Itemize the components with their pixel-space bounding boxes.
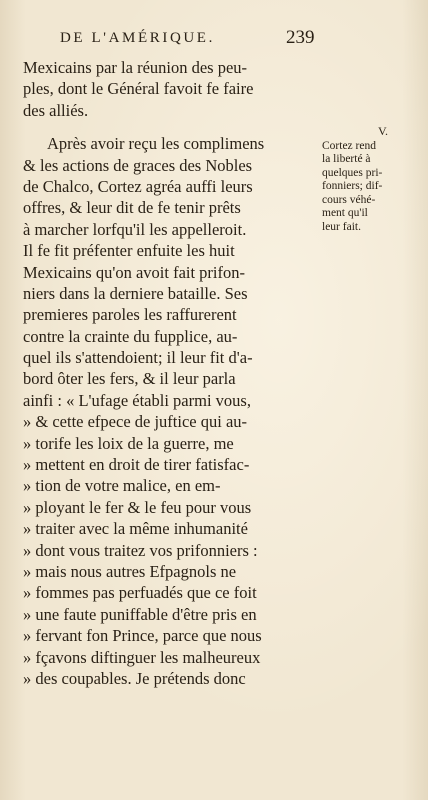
main-text xyxy=(23,57,335,689)
text-line: » ployant le fer & le feu pour vous xyxy=(23,497,252,517)
text-line: des alliés. xyxy=(23,100,89,120)
text-line: niers dans la derniere bataille. Ses xyxy=(23,283,248,303)
text-line: offres, & leur dit de fe tenir prêts xyxy=(23,198,241,218)
page-number: 239 xyxy=(286,27,315,48)
text-line: contre la crainte du fupplice, au- xyxy=(23,326,238,346)
margin-note-line: fonniers; dif- xyxy=(322,180,383,192)
text-line: ples, dont le Général favoit fe faire xyxy=(23,79,254,99)
text-line: de Chalco, Cortez agréa auffi leurs xyxy=(23,176,253,196)
text-line: » mais nous autres Efpagnols ne xyxy=(23,561,237,581)
text-line: » fommes pas perfuadés que ce foit xyxy=(23,583,257,603)
text-line: bord ôter les fers, & il leur parla xyxy=(23,369,236,389)
text-line: » traiter avec la même inhumanité xyxy=(23,519,248,539)
text-line: » des coupables. Je prétends donc xyxy=(23,668,246,688)
text-line: Mexicains par la réunion des peu- xyxy=(23,58,248,77)
text-line: » tion de votre malice, en em- xyxy=(23,476,221,496)
margin-note-line: quelques pri- xyxy=(322,166,383,179)
text-line: » torife les loix de la guerre, me xyxy=(23,433,234,453)
text-line: Mexicains qu'on avoit fait prifon- xyxy=(23,262,246,282)
text-line: quel ils s'attendoient; il leur fit d'a- xyxy=(23,348,253,368)
text-line: Après avoir reçu les complimens xyxy=(47,134,265,154)
text-line: » & cette efpece de juftice qui au- xyxy=(23,412,248,432)
text-line: premieres paroles les raffurerent xyxy=(23,305,237,325)
paragraph-gap xyxy=(23,121,335,133)
text-line: » fçavons diftinguer les malheureux xyxy=(23,647,261,667)
margin-note-line: cours véhé- xyxy=(322,193,376,206)
text-line: Il fe fit préfenter enfuite les huit xyxy=(23,241,235,261)
running-header: DE L'AMÉRIQUE. xyxy=(60,30,215,46)
margin-note xyxy=(322,125,422,234)
margin-note-line: la liberté à xyxy=(322,153,371,165)
text-line: » fervant fon Prince, parce que nous xyxy=(23,626,262,646)
margin-note-line: ment qu'il xyxy=(322,207,368,219)
text-line: & les actions de graces des Nobles xyxy=(23,155,253,175)
text-line: ainfi : « L'ufage établi parmi vous, xyxy=(23,390,251,410)
text-line: à marcher lorfqu'il les appelleroit. xyxy=(23,219,247,239)
margin-note-line: leur fait. xyxy=(322,220,361,233)
text-line: » dont vous traitez vos prifonniers : xyxy=(23,540,258,560)
margin-note-numeral: V. xyxy=(377,124,389,138)
margin-note-line: Cortez rend xyxy=(322,139,376,152)
text-line: » mettent en droit de tirer fatisfac- xyxy=(23,455,250,475)
text-line: » une faute puniffable d'être pris en xyxy=(23,604,257,624)
